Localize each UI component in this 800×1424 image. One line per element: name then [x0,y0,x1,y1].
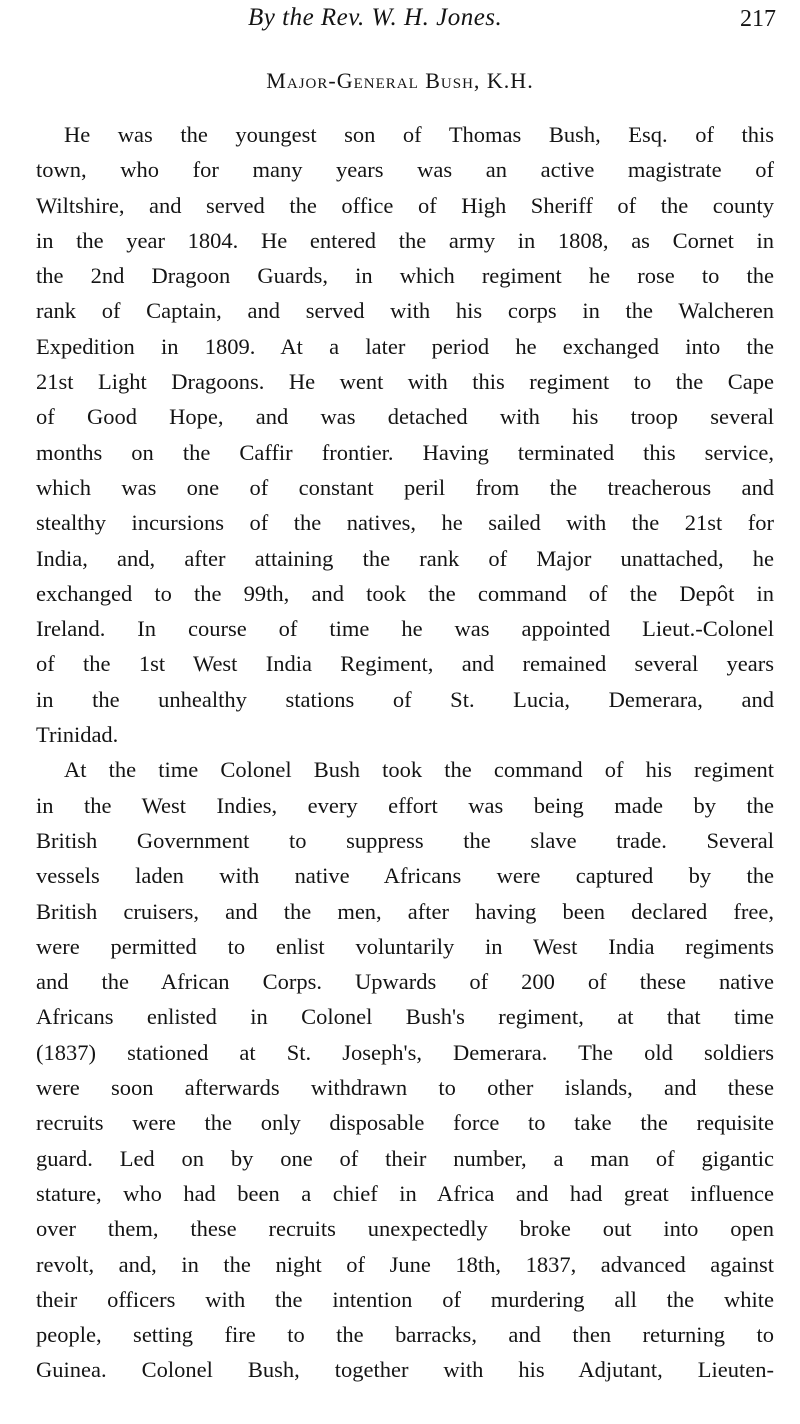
text-line: British cruisers, and the men, after having been declared free, [36,898,774,924]
text-line: stealthy incursions of the natives, he sailed with the 21st for [36,510,774,536]
page-number: 217 [740,6,776,32]
section-heading-name: Major-General Bush [266,68,474,93]
text-line: Africans enlisted in Colonel Bush's regiment, at that time [36,1004,774,1030]
text-line: their officers with the intention of murdering all the white [36,1286,774,1312]
text-line: in the unhealthy stations of St. Lucia, Demerara, and [36,686,774,712]
text-line: rank of Captain, and served with his corps in the Walcheren [36,298,774,324]
text-line: exchanged to the 99th, and took the command of the Depôt in [36,580,774,606]
text-line: which was one of constant peril from the treacherous and [36,474,774,500]
text-line: (1837) stationed at St. Joseph's, Demerara. The old soldiers [36,1039,774,1065]
text-line: were soon afterwards withdrawn to other islands, and these [36,1075,774,1101]
text-line: were permitted to enlist voluntarily in West India regiments [36,933,774,959]
body-text [36,117,774,1388]
text-line: and the African Corps. Upwards of 200 of these native [36,969,774,995]
text-line: India, and, after attaining the rank of Major unattached, he [36,545,774,571]
paragraph-2 [36,752,774,1387]
text-line: Expedition in 1809. At a later period he exchanged into the [36,333,774,359]
text-line: town, who for many years was an active magistrate of [36,157,774,183]
text-line: guard. Led on by one of their number, a man of gigantic [36,1145,774,1171]
text-line: months on the Caffir frontier. Having terminated this service, [36,439,774,465]
text-line: in the West Indies, every effort was being made by the [36,792,774,818]
running-header [0,4,800,40]
text-line: Wiltshire, and served the office of High Sheriff of the county [36,192,774,218]
text-line: revolt, and, in the night of June 18th, 1837, advanced against [36,1251,774,1277]
text-line: At the time Colonel Bush took the command of his regiment [64,757,774,783]
text-line: over them, these recruits unexpectedly broke out into open [36,1216,774,1242]
text-line: He was the youngest son of Thomas Bush, Esq. of this [64,122,774,147]
text-line: of Good Hope, and was detached with his troop several [36,404,774,430]
section-heading [0,68,800,94]
section-heading-suffix: , K.H. [473,68,534,93]
text-line: Ireland. In course of time he was appointed Lieut.-Colonel [36,616,774,642]
text-line: Trinidad. [36,722,119,748]
text-line: of the 1st West India Regiment, and remained several years [36,651,774,677]
text-line: 21st Light Dragoons. He went with this regiment to the Cape [36,369,774,395]
text-line: recruits were the only disposable force to take the requisite [36,1110,774,1136]
text-line: vessels laden with native Africans were captured by the [36,863,774,889]
text-line: in the year 1804. He entered the army in 1808, as Cornet in [36,227,774,253]
text-line: stature, who had been a chief in Africa and had great influence [36,1180,774,1206]
paragraph-1 [36,117,774,752]
text-line: British Government to suppress the slave trade. Several [36,827,774,853]
text-line: people, setting fire to the barracks, and then returning to [36,1322,774,1348]
text-line: the 2nd Dragoon Guards, in which regiment he rose to the [36,263,774,289]
running-title: By the Rev. W. H. Jones. [248,4,503,31]
text-line: Guinea. Colonel Bush, together with his Adjutant, Lieuten- [36,1357,774,1383]
